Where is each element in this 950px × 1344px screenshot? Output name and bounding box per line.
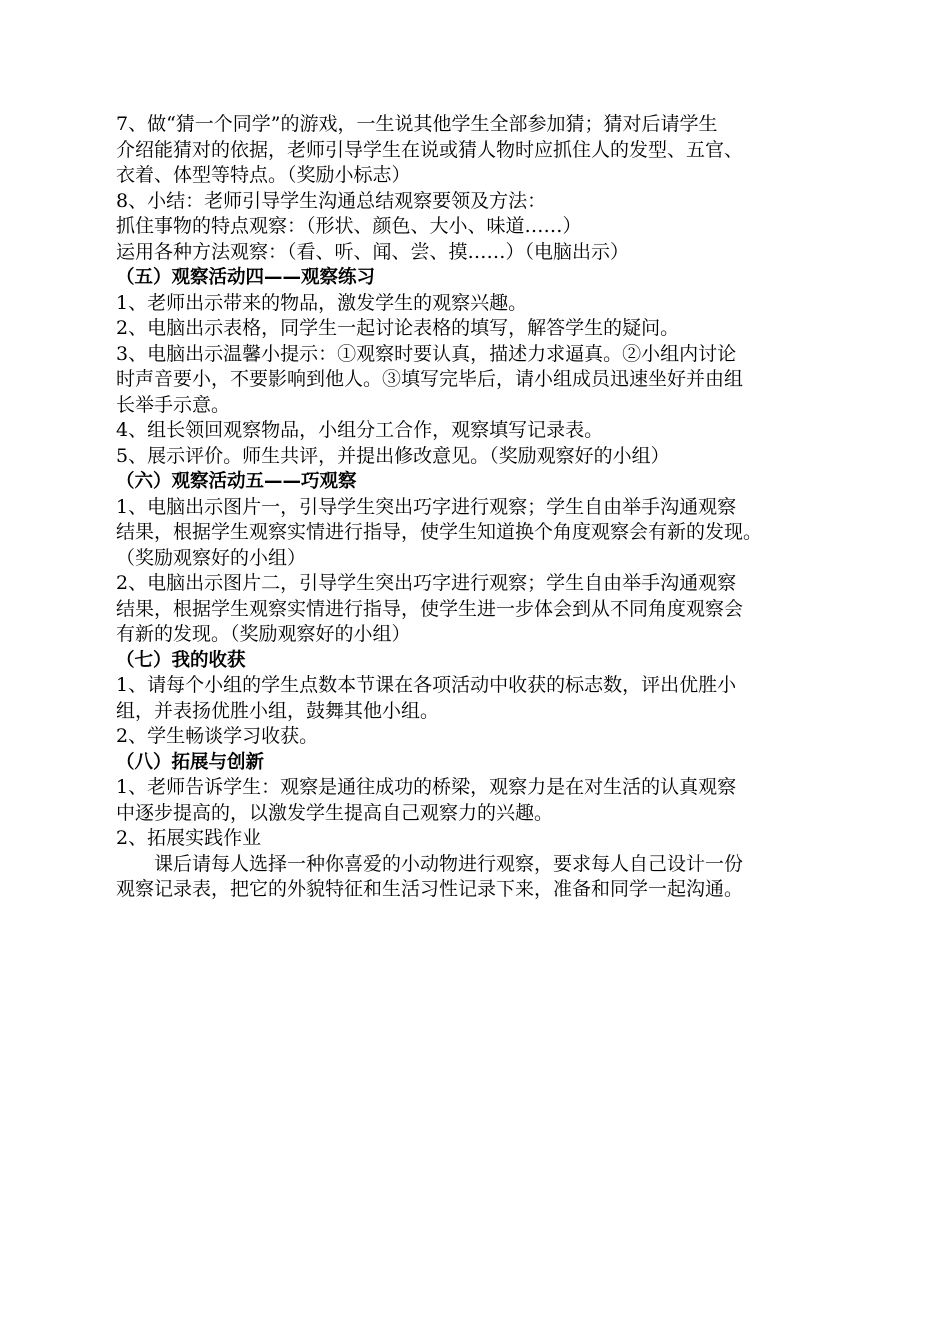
text-line: 运用各种方法观察：（看、听、闻、尝、摸……）（电脑出示） (116, 240, 630, 263)
text-line: 1、电脑出示图片一，引导学生突出巧字进行观察；学生自由举手沟通观察 (116, 495, 737, 518)
text-line: 2、拓展实践作业 (116, 827, 262, 849)
text-line: 课后请每人选择一种你喜爱的小动物进行观察，要求每人自己设计一份 (154, 852, 744, 875)
text-line: 介绍能猜对的依据，老师引导学生在说或猜人物时应抓住人的发型、五官、 (116, 138, 744, 161)
section-heading: （六）观察活动五——巧观察 (116, 471, 357, 492)
text-line: 2、学生畅谈学习收获。 (116, 725, 319, 747)
section-heading: （七）我的收获 (116, 649, 246, 671)
section-heading: （八）拓展与创新 (116, 751, 265, 773)
text-line: 长举手示意。 (116, 393, 231, 416)
text-line: 观察记录表，把它的外貌特征和生活习性记录下来，准备和同学一起沟通。 (116, 878, 744, 900)
text-line: 2、电脑出示表格，同学生一起讨论表格的填写，解答学生的疑问。 (116, 317, 680, 339)
text-line: 3、电脑出示温馨小提示：①观察时要认真，描述力求逼真。②小组内讨论 (116, 342, 737, 365)
text-line: 7、做“猜一个同学”的游戏，一生说其他学生全部参加猜；猜对后请学生 (116, 113, 718, 135)
text-line: 4、组长领回观察物品，小组分工合作，观察填写记录表。 (116, 419, 604, 441)
text-line: 衣着、体型等特点。（奖励小标志） (116, 164, 411, 186)
text-line: 1、请每个小组的学生点数本节课在各项活动中收获的标志数，评出优胜小 (116, 674, 737, 696)
text-line: 1、老师告诉学生：观察是通往成功的桥梁，观察力是在对生活的认真观察 (116, 776, 737, 798)
text-line: 中逐步提高的，以激发学生提高自己观察力的兴趣。 (116, 801, 554, 824)
text-line: 2、电脑出示图片二，引导学生突出巧字进行观察；学生自由举手沟通观察 (116, 572, 737, 594)
text-line: 结果，根据学生观察实情进行指导，使学生进一步体会到从不同角度观察会 (116, 597, 744, 620)
text-line: 抓住事物的特点观察：（形状、颜色、大小、味道……） (116, 215, 582, 237)
text-line: 有新的发现。（奖励观察好的小组） (116, 623, 411, 645)
text-line: 1、老师出示带来的物品，激发学生的观察兴趣。 (116, 291, 528, 314)
text-line: 5、展示评价。师生共评，并提出修改意见。（奖励观察好的小组） (116, 444, 670, 467)
section-heading: （五）观察活动四——观察练习 (116, 267, 376, 288)
text-line: 8、小结：老师引导学生沟通总结观察要领及方法： (116, 189, 547, 212)
text-line: 结果，根据学生观察实情进行指导，使学生知道换个角度观察会有新的发现。 (116, 521, 763, 543)
text-line: 时声音要小，不要影响到他人。③填写完毕后，请小组成员迅速坐好并由组 (116, 368, 744, 390)
text-line: 组，并表扬优胜小组，鼓舞其他小组。 (116, 699, 440, 722)
document-body (116, 112, 856, 903)
text-line: （奖励观察好的小组） (116, 546, 307, 569)
